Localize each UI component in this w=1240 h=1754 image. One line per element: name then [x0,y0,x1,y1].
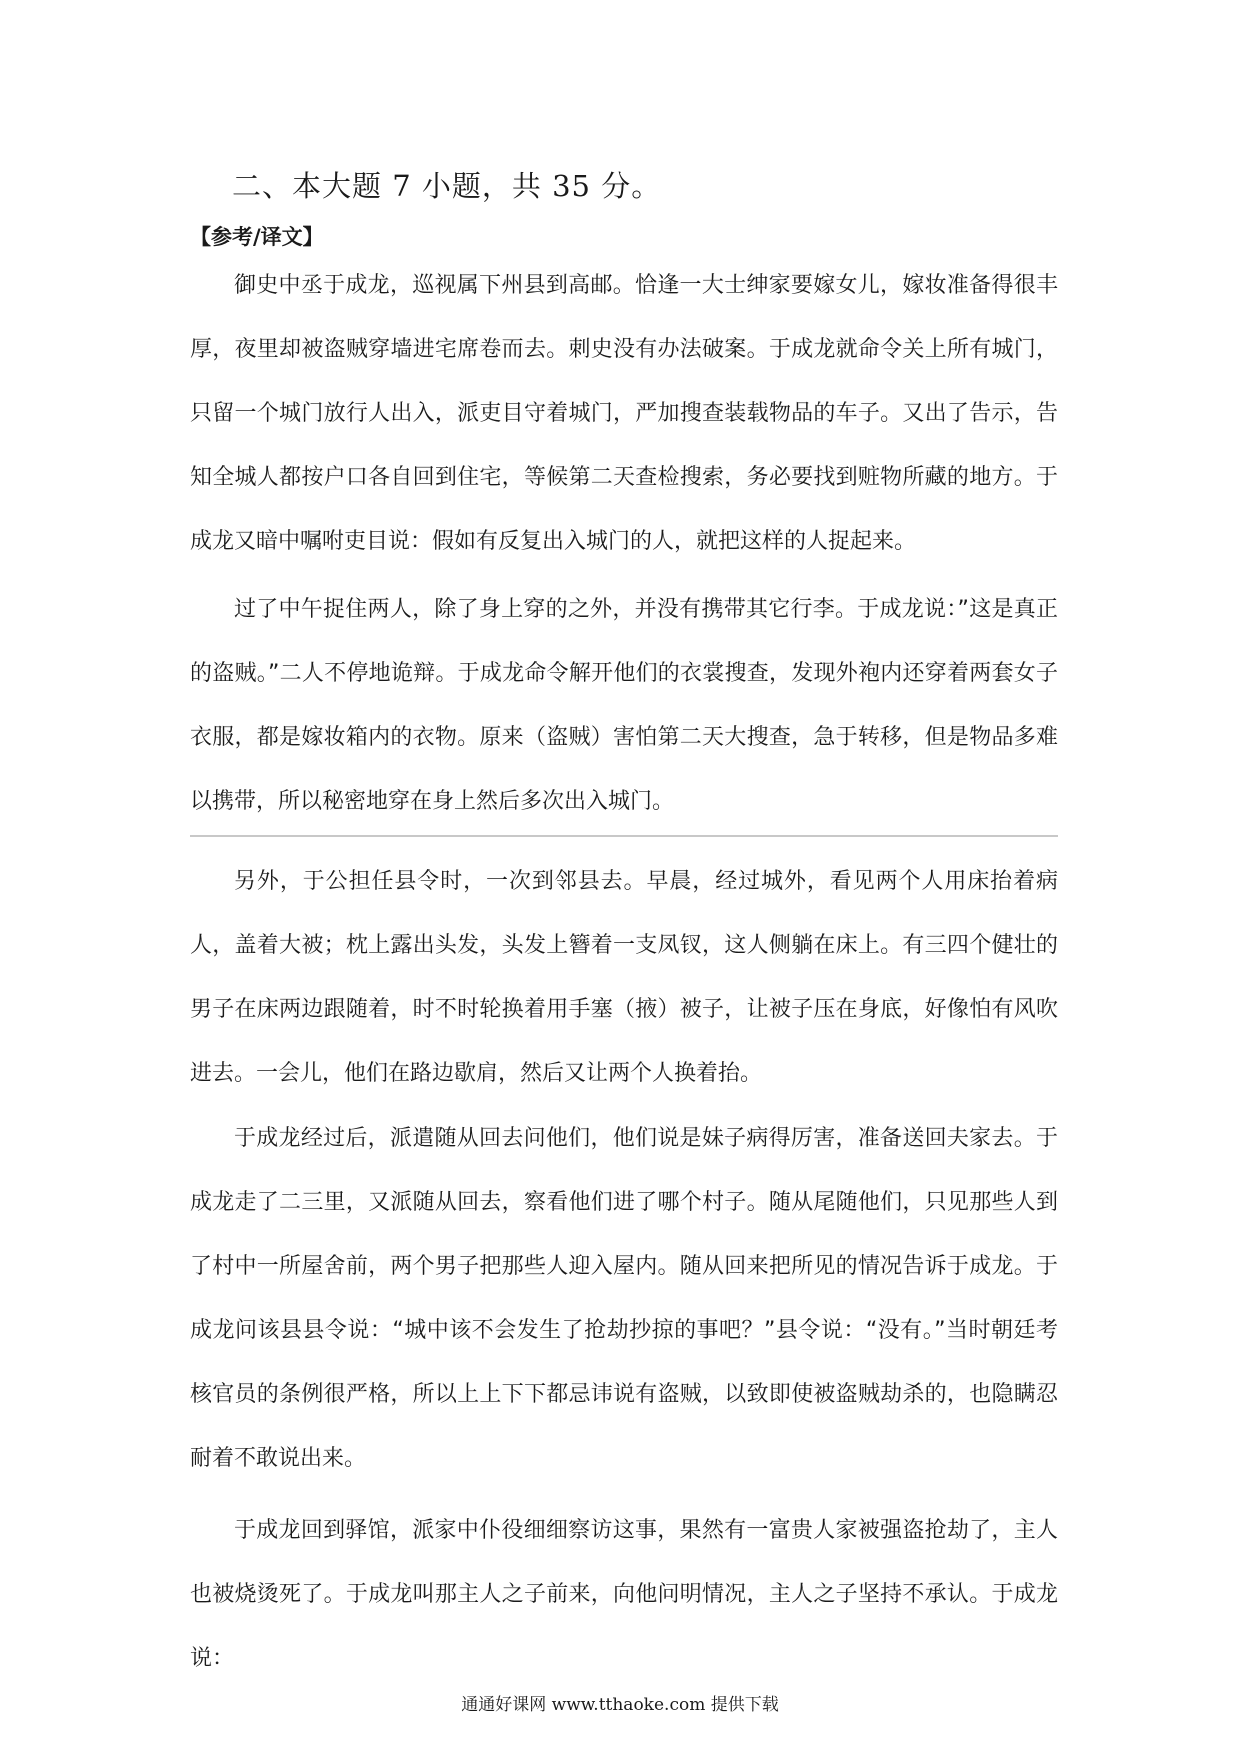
divider-line [190,835,1058,837]
paragraph-block-4 [190,1107,1058,1491]
paragraph-1: 御史中丞于成龙，巡视属下州县到高邮。恰逢一大士绅家要嫁女儿，嫁妆准备得很丰厚，夜里却被盗贼穿墙进宅席卷而去。刺史没有办法破案。于成龙就命令关上所有城门，只留一个城门放行人出入，派吏目守着城门，严加搜查装载物品的车子。又出了告示，告知全城人都按户口各自回到住宅，等候第二天查检搜索，务必要找到赃物所藏的地方。于成龙又暗中嘱咐吏目说：假如有反复出入城门的人，就把这样的人捉起来。 [190,273,1058,554]
paragraph-block-3 [190,850,1058,1106]
paragraph-block-2 [190,578,1058,834]
reference-translation-label: 【参考/译文】 [190,225,324,249]
paragraph-block-1 [190,254,1058,574]
paragraph-block-5 [190,1499,1058,1691]
paragraph-2: 过了中午捉住两人，除了身上穿的之外，并没有携带其它行李。于成龙说：”这是真正的盗贼。”二人不停地诡辩。于成龙命令解开他们的衣裳搜查，发现外袍内还穿着两套女子衣服，都是嫁妆箱内的衣物。原来（盗贼）害怕第二天大搜查，急于转移，但是物品多难以携带，所以秘密地穿在身上然后多次出入城门。 [190,597,1058,814]
paragraph-3: 另外，于公担任县令时，一次到邻县去。早晨，经过城外，看见两个人用床抬着病人，盖着大被；枕上露出头发，头发上簪着一支凤钗，这人侧躺在床上。有三四个健壮的男子在床两边跟随着，时不时轮换着用手塞（掖）被子，让被子压在身底，好像怕有风吹进去。一会儿，他们在路边歇肩，然后又让两个人换着抬。 [190,869,1058,1086]
page-footer: 通通好课网 www.tthaoke.com 提供下载 [461,1695,779,1715]
paragraph-4: 于成龙经过后，派遣随从回去问他们，他们说是妹子病得厉害，准备送回夫家去。于成龙走了二三里，又派随从回去，察看他们进了哪个村子。随从尾随他们，只见那些人到了村中一所屋舍前，两个男子把那些人迎入屋内。随从回来把所见的情况告诉于成龙。于成龙问该县县令说：“城中该不会发生了抢劫抄掠的事吧？”县令说：“没有。”当时朝廷考核官员的条例很严格，所以上上下下都忌讳说有盗贼，以致即使被盗贼劫杀的，也隐瞒忍耐着不敢说出来。 [190,1126,1058,1471]
paragraph-5: 于成龙回到驿馆，派家中仆役细细察访这事，果然有一富贵人家被强盗抢劫了，主人也被烧烫死了。于成龙叫那主人之子前来，向他问明情况，主人之子坚持不承认。于成龙说： [190,1518,1058,1671]
section-heading: 二、本大题 7 小题，共 35 分。 [232,169,662,203]
